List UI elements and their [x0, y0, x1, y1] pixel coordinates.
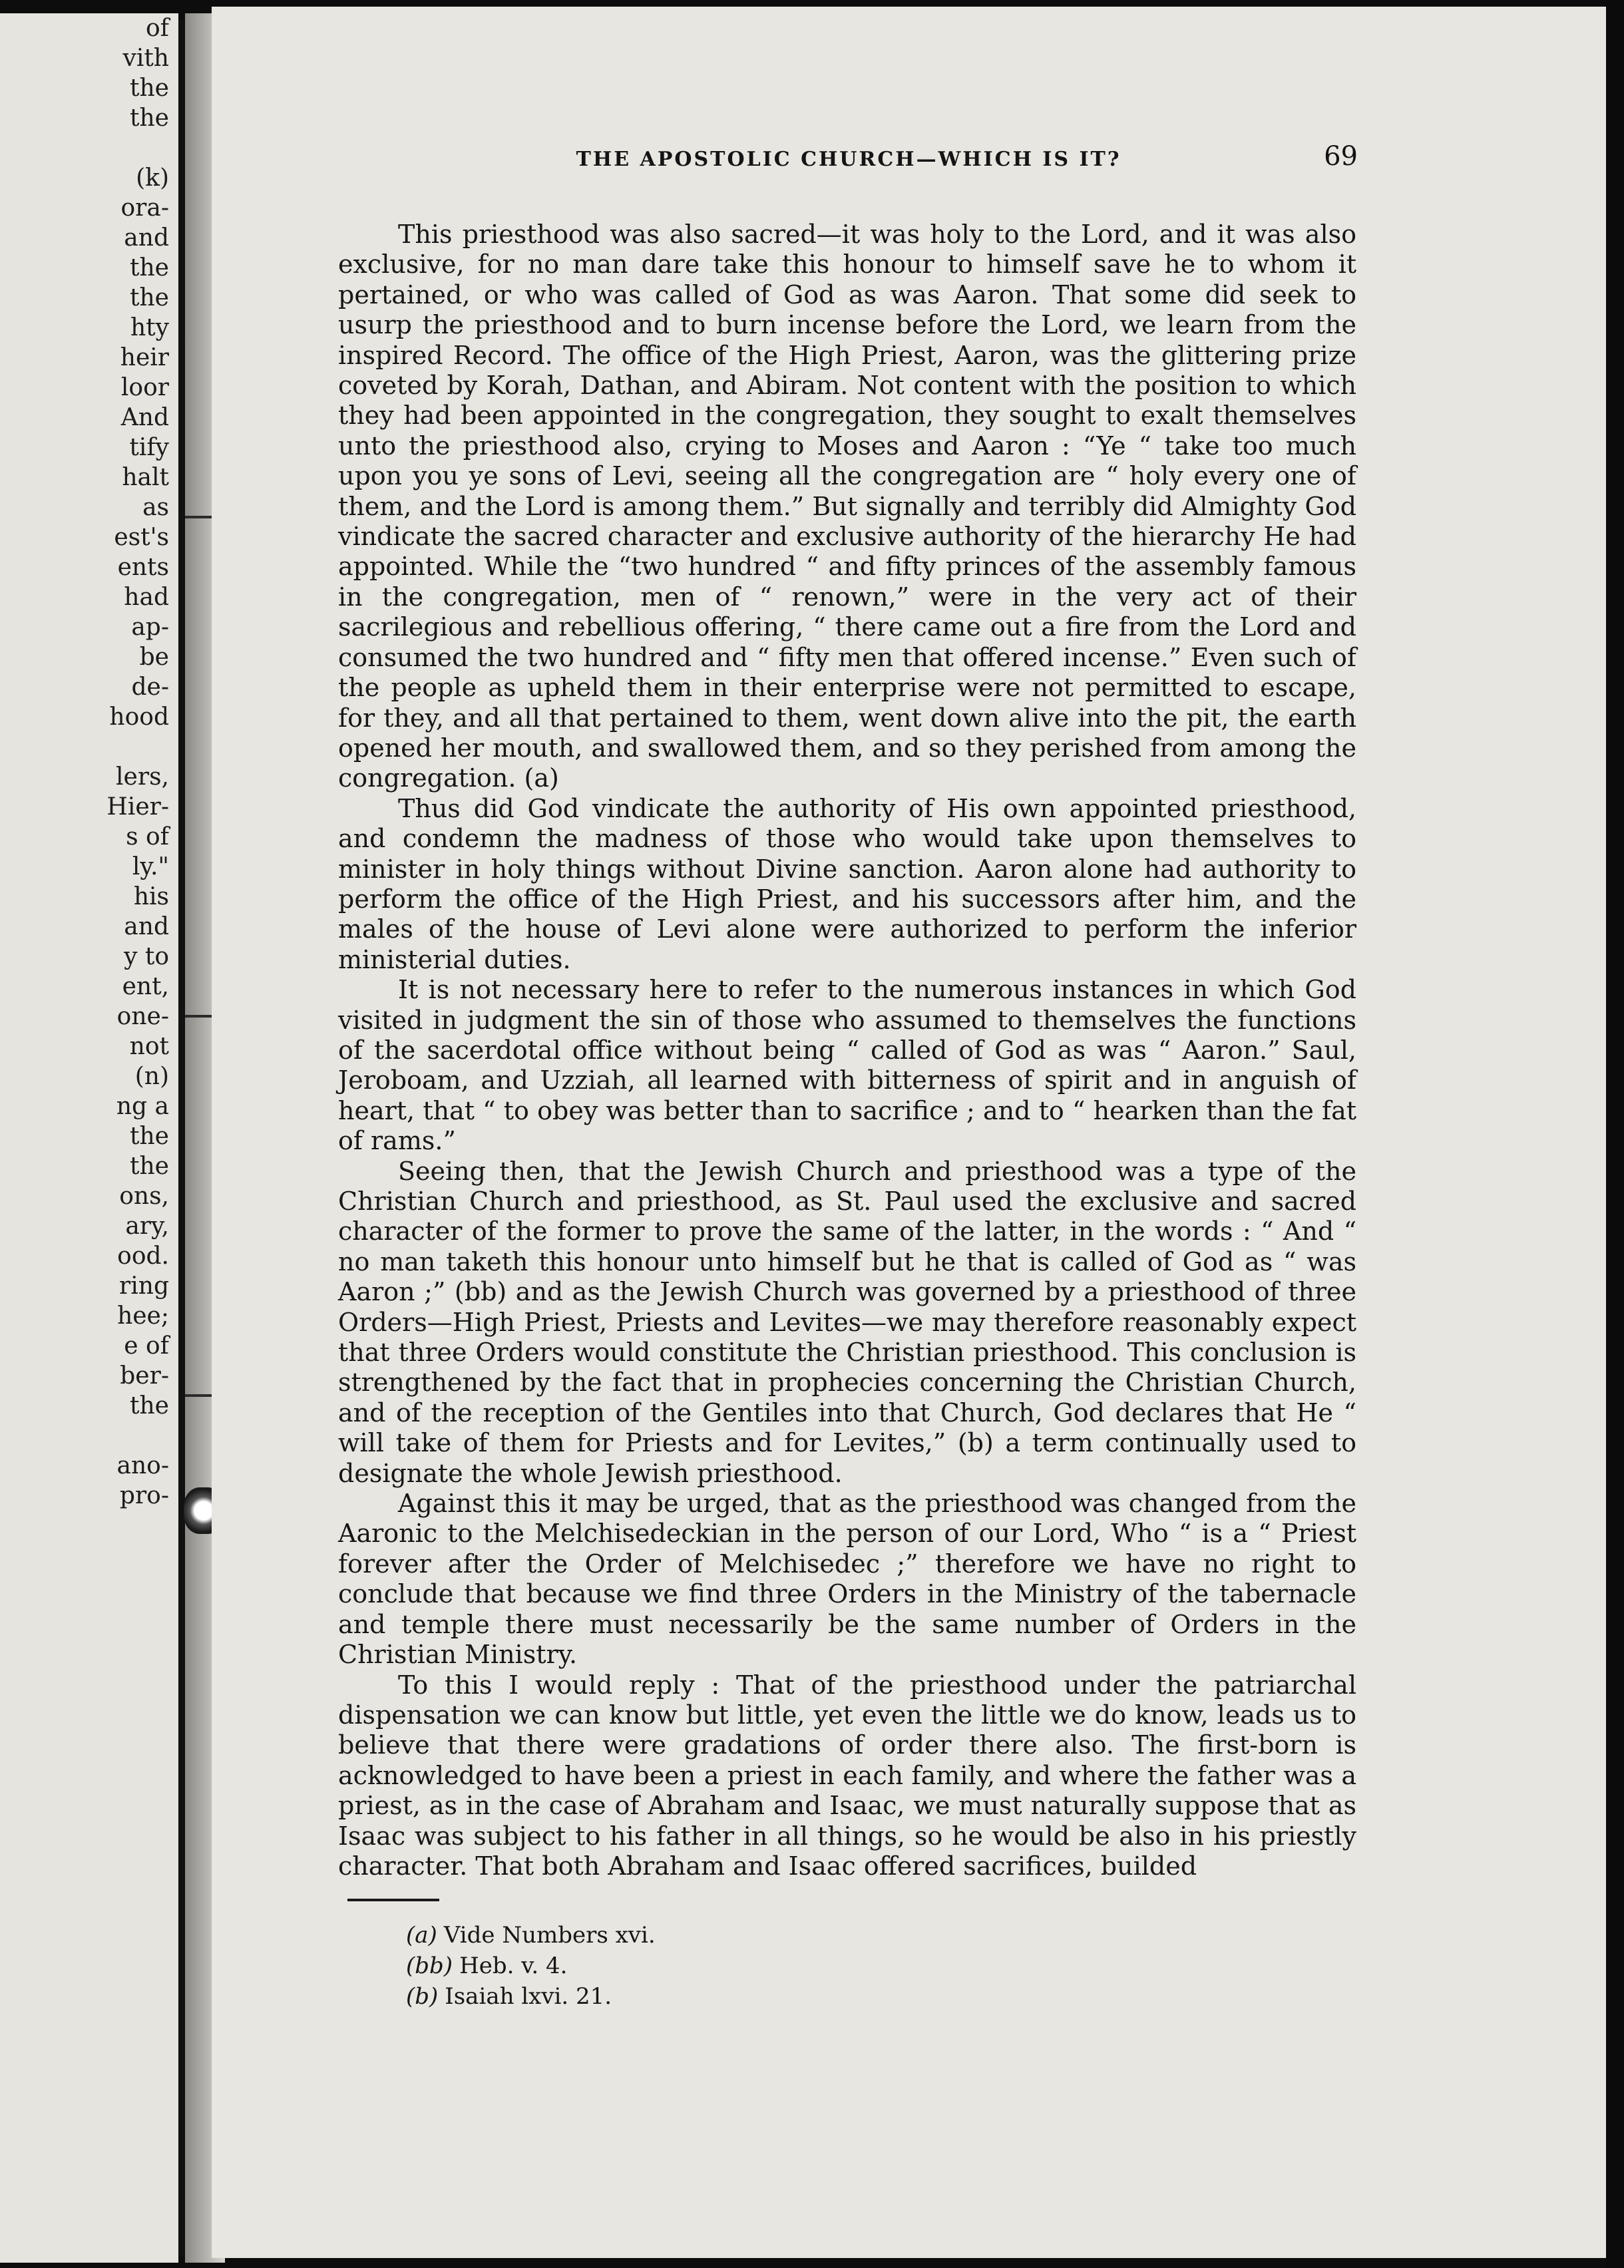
left-fragment-line: the [130, 1123, 169, 1150]
running-header: THE APOSTOLIC CHURCH—WHICH IS IT? [576, 148, 1121, 171]
left-fragment-line: s of [126, 823, 169, 850]
left-fragment-line: and [124, 224, 169, 252]
paragraph: Against this it may be urged, that as the priesthood was changed from the Aaronic to the Melchisedeckian in the person of our Lord, Who “ is a “ Priest forever after the Order of Melchisedec ;” therefore we have no right to conclude that because we find three Orders in the Ministry of the tabernacle and temple there must necessarily be the same number of Orders in the Christian Ministry. [338, 1489, 1356, 1670]
left-page-text-fragments [0, 13, 169, 1511]
left-fragment-line [0, 1421, 169, 1451]
left-fragment-line: ano- [116, 1452, 169, 1479]
left-fragment-line: hty [130, 314, 169, 341]
left-fragment-line: heir [120, 344, 169, 371]
left-fragment-line: ent, [122, 973, 169, 1000]
left-fragment-line: the [130, 1153, 169, 1180]
paragraph: Thus did God vindicate the authority of His own appointed priesthood, and condemn the madness of those who would take upon themselves to minister in holy things without Divine sanction. Aaron alone had authority to perform the office of the High Priest, and his successors after him, and the males of the house of Levi alone were authorized to perform the inferior ministerial duties. [338, 793, 1356, 974]
left-fragment-line: est's [114, 524, 169, 551]
left-fragment-line: ons, [119, 1183, 169, 1210]
left-fragment-line: ood. [117, 1242, 169, 1270]
left-fragment-line: ring [119, 1272, 169, 1300]
left-fragment-line: hood [109, 703, 169, 731]
left-fragment-line: had [124, 584, 169, 611]
left-fragment-line: pro- [119, 1482, 169, 1509]
footnote [406, 1951, 938, 1981]
footnote-text: Vide Numbers xvi. [443, 1922, 656, 1949]
left-fragment-line: ng a [116, 1093, 169, 1120]
footnote-rule [347, 1899, 439, 1901]
left-fragment-line: ap- [131, 614, 169, 641]
left-fragment-line: of [146, 15, 169, 42]
left-fragment-line [0, 133, 169, 163]
left-fragment-line: And [120, 404, 169, 431]
left-fragment-line: halt [122, 464, 169, 491]
left-fragment-line: the [130, 1392, 169, 1419]
left-fragment-line: de- [131, 673, 169, 701]
left-fragment-line: lers, [116, 763, 169, 791]
paragraph: Seeing then, that the Jewish Church and priesthood was a type of the Christian Church and priesthood, as St. Paul used the exclusive and sacred character of the former to prove the same of the latter, in the words : “ And “ no man taketh this honour unto himself but he that is called of God as “ was Aaron ;” (bb) and as the Jewish Church was governed by a priesthood of three Orders—High Priest, Priests and Levites—we may therefore reasonably expect that three Orders would constitute the Christian priesthood. This conclusion is strengthened by the fact that in prophecies concerning the Christian Church, and of the reception of the Gentiles into that Church, God declares that He “ will take of them for Priests and for Levites,” (b) a term continually used to designate the whole Jewish priesthood. [338, 1156, 1356, 1488]
footnote-text: Heb. v. 4. [459, 1953, 568, 1979]
left-fragment-line: the [130, 284, 169, 311]
footnote [406, 1920, 938, 1951]
left-fragment-line: y to [124, 943, 169, 970]
left-fragment-line: be [139, 644, 169, 671]
page-edge [1606, 0, 1624, 2268]
left-fragment-line: the [130, 75, 169, 102]
gutter-line [178, 20, 185, 2256]
left-fragment-line: as [142, 494, 169, 521]
paragraph: This priesthood was also sacred—it was holy to the Lord, and it was also exclusive, for no man dare take this honour to himself save he to whom it pertained, or who was called of God as was Aaron. That some did seek to usurp the priesthood and to burn incense before the Lord, we learn from the inspired Record. The office of the High Priest, Aaron, was the glittering prize coveted by Korah, Dathan, and Abiram. Not content with the position to which they had been appointed in the congregation, they sought to exalt themselves unto the priesthood also, crying to Moses and Aaron : “Ye “ take too much upon you ye sons of Levi, seeing all the congregation are “ holy every one of them, and the Lord is among them.” But signally and terribly did Almighty God vindicate the sacred character and exclusive authority of the hierarchy He had appointed. While the “two hundred “ and fifty princes of the assembly famous in the congregation, men of “ renown,” were in the very act of their sacrilegious and rebellious offering, “ there came out a fire from the Lord and consumed the two hundred and “ fifty men that offered incense.” Even such of the people as upheld them in their enterprise were not permitted to escape, for they, and all that pertained to them, went down alive into the pit, the earth opened her mouth, and swallowed them, and so they perished from among the congregation. (a) [338, 220, 1356, 793]
left-fragment-line: loor [120, 374, 169, 401]
left-fragment-line: and [124, 913, 169, 940]
footnote-mark: (b) [406, 1983, 439, 2010]
left-fragment-line: Hier- [106, 793, 169, 821]
footnotes [406, 1920, 938, 2012]
left-fragment-line: not [129, 1033, 169, 1060]
footnote-mark: (bb) [406, 1953, 453, 1979]
footnote-mark: (a) [406, 1922, 437, 1949]
left-fragment-line: ents [117, 554, 169, 581]
left-fragment-line: hee; [117, 1302, 169, 1330]
left-fragment-line: tify [129, 434, 169, 461]
left-fragment-line: ber- [120, 1362, 169, 1390]
footnote-text: Isaiah lxvi. 21. [445, 1983, 612, 2010]
paragraph: It is not necessary here to refer to the numerous instances in which God visited in judgment the sin of those who assumed to themselves the functions of the sacerdotal office without being “ called of God as was “ Aaron.” Saul, Jeroboam, and Uzziah, all learned with bitterness of spirit and in anguish of heart, that “ to obey was better than to sacrifice ; and to “ hearken than the fat of rams.” [338, 975, 1356, 1156]
paragraph: To this I would reply : That of the priesthood under the patriarchal dispensation we can know but little, yet even the little we do know, leads us to believe that there were gradations of order there also. The first-born is acknowledged to have been a priest in each family, and where the father was a priest, as in the case of Abraham and Isaac, we must naturally suppose that as Isaac was subject to his father in all things, so he would be also in his priestly character. That both Abraham and Isaac offered sacrifices, builded [338, 1670, 1356, 1881]
page-number: 69 [1324, 141, 1358, 172]
left-fragment-line [0, 732, 169, 762]
left-fragment-line: the [130, 104, 169, 132]
left-page [0, 13, 178, 2263]
body-text [338, 220, 1356, 1881]
left-fragment-line: e of [124, 1332, 169, 1360]
left-fragment-line: the [130, 254, 169, 282]
left-fragment-line: ary, [125, 1213, 169, 1240]
left-fragment-line: ora- [120, 194, 169, 222]
left-fragment-line: ly." [132, 853, 169, 880]
left-fragment-line: (n) [134, 1063, 169, 1090]
left-fragment-line: one- [116, 1003, 169, 1030]
left-fragment-line: (k) [136, 164, 169, 192]
left-fragment-line: vith [122, 45, 169, 72]
left-fragment-line: his [133, 883, 169, 910]
footnote [406, 1981, 938, 2012]
